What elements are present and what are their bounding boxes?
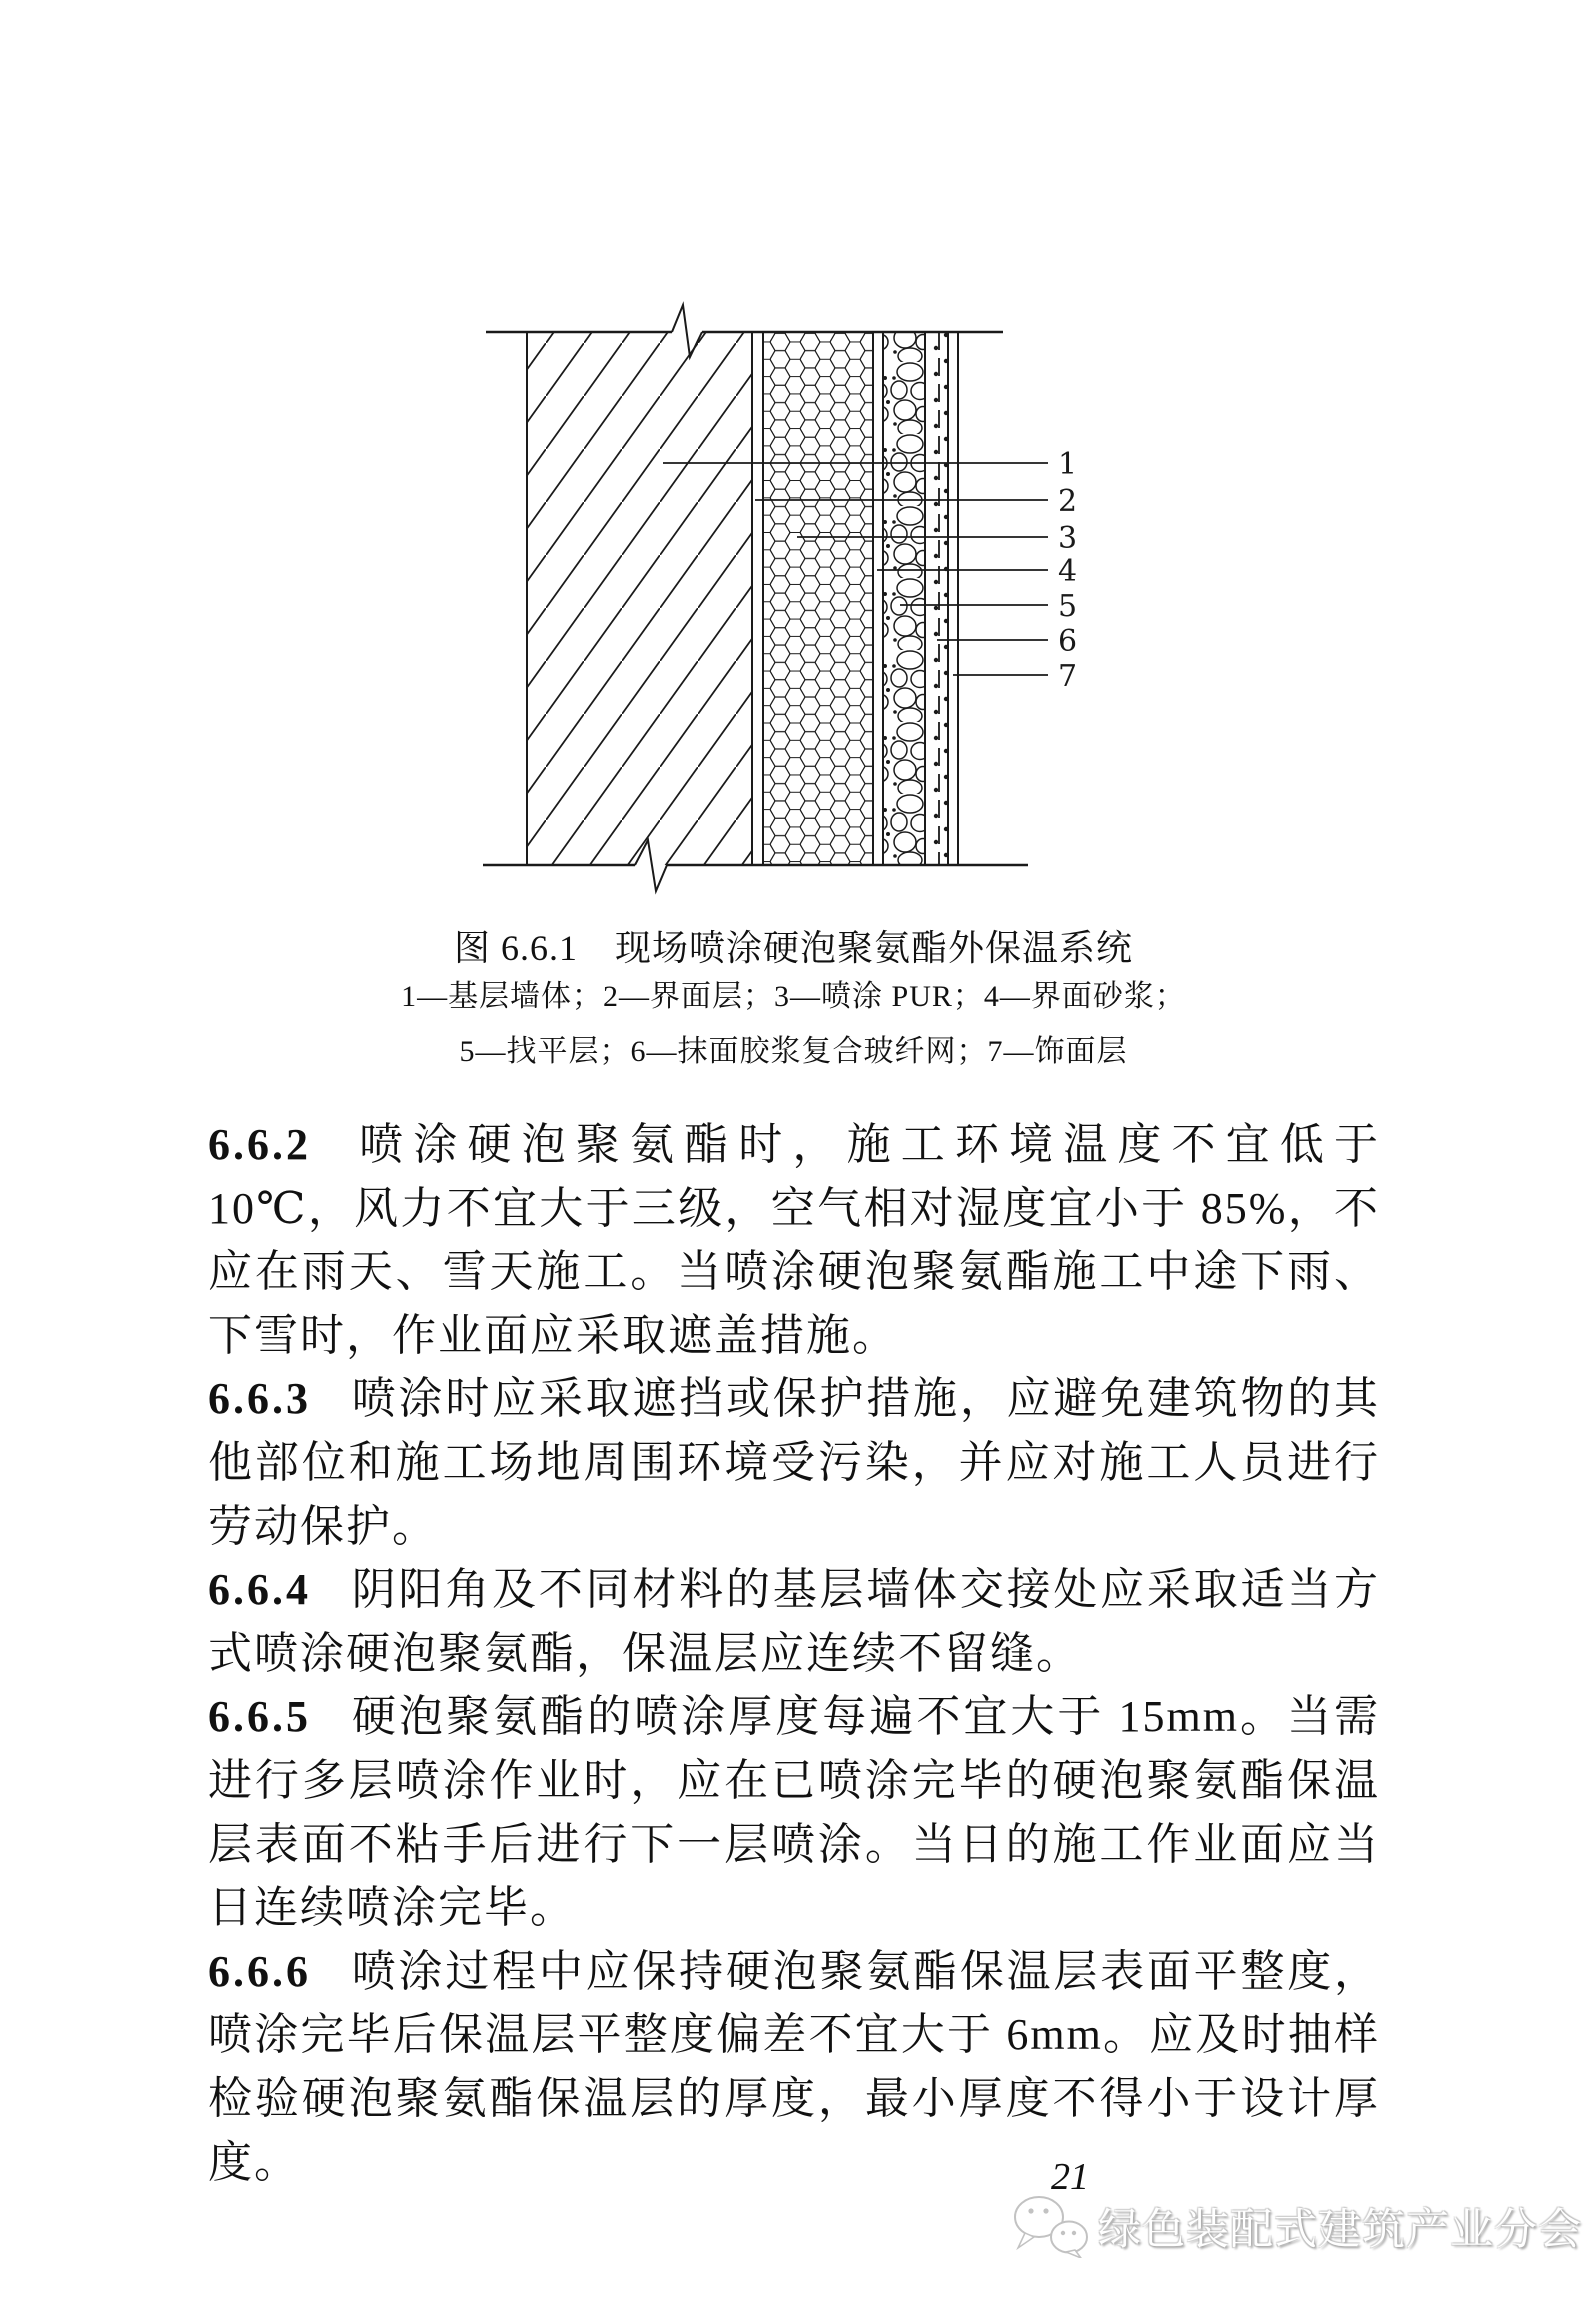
callout-6: 6: [1058, 624, 1078, 659]
callout-4: 4: [1058, 554, 1078, 589]
section-6-6-4: [208, 1558, 1380, 1685]
section-number: 6.6.2: [208, 1120, 311, 1169]
page-number: 21: [1051, 2156, 1089, 2198]
callout-numbers: [1058, 447, 1077, 694]
callout-1: 1: [1058, 447, 1078, 482]
watermark-text: 绿色装配式建筑产业分会: [1098, 2206, 1582, 2254]
layer-leveling: [883, 332, 925, 865]
callout-5: 5: [1058, 589, 1078, 624]
section-6-6-5: [208, 1685, 1380, 1939]
section-text: 硬泡聚氨酯的喷涂厚度每遍不宜大于 15mm。当需进行多层喷涂作业时，应在已喷涂完毕的硬泡聚氨酯保温层表面不粘手后进行下一层喷涂。当日的施工作业面应当日连续喷涂完毕。: [208, 1692, 1380, 1933]
section-text: 阴阳角及不同材料的基层墙体交接处应采取适当方式喷涂硬泡聚氨酯，保温层应连续不留缝。: [208, 1565, 1380, 1678]
layer-base-wall: [527, 332, 752, 865]
section-6-6-2: [208, 1113, 1380, 1367]
section-text: 喷涂硬泡聚氨酯时，施工环境温度不宜低于 10℃，风力不宜大于三级，空气相对湿度宜小于 85%，不应在雨天、雪天施工。当喷涂硬泡聚氨酯施工中途下雨、下雪时，作业面应采取遮盖措施。: [208, 1120, 1380, 1360]
wechat-icon: [1012, 2194, 1092, 2258]
section-6-6-3: [208, 1367, 1380, 1558]
body-text: [208, 1113, 1380, 2194]
section-number: 6.6.6: [208, 1946, 311, 1996]
figure-title: 图 6.6.1 现场喷涂硬泡聚氨酯外保温系统: [453, 928, 1133, 968]
section-number: 6.6.4: [208, 1565, 311, 1615]
section-number: 6.6.5: [208, 1692, 311, 1742]
callout-3: 3: [1058, 521, 1078, 556]
layer-mesh-coat: [925, 332, 948, 865]
figure-legend-line-2: 5—找平层；6—抹面胶浆复合玻纤网；7—饰面层: [459, 1035, 1128, 1068]
wall-section-diagram: [470, 290, 1110, 910]
section-text: 喷涂时应采取遮挡或保护措施，应避免建筑物的其他部位和施工场地周围环境受污染，并应对施工人员进行劳动保护。: [208, 1374, 1380, 1551]
callout-7: 7: [1058, 659, 1078, 694]
callout-2: 2: [1058, 484, 1078, 519]
figure-legend-line-1: 1—基层墙体；2—界面层；3—喷涂 PUR；4—界面砂浆；: [401, 980, 1186, 1013]
section-text: 喷涂过程中应保持硬泡聚氨酯保温层表面平整度，喷涂完毕后保温层平整度偏差不宜大于 6mm。应及时抽样检验硬泡聚氨酯保温层的厚度，最小厚度不得小于设计厚度。: [208, 1946, 1380, 2187]
layer-spray-pur: [763, 332, 873, 865]
section-6-6-6: [208, 1940, 1380, 2194]
section-number: 6.6.3: [208, 1374, 311, 1424]
footer-watermark: [1012, 2194, 1582, 2258]
